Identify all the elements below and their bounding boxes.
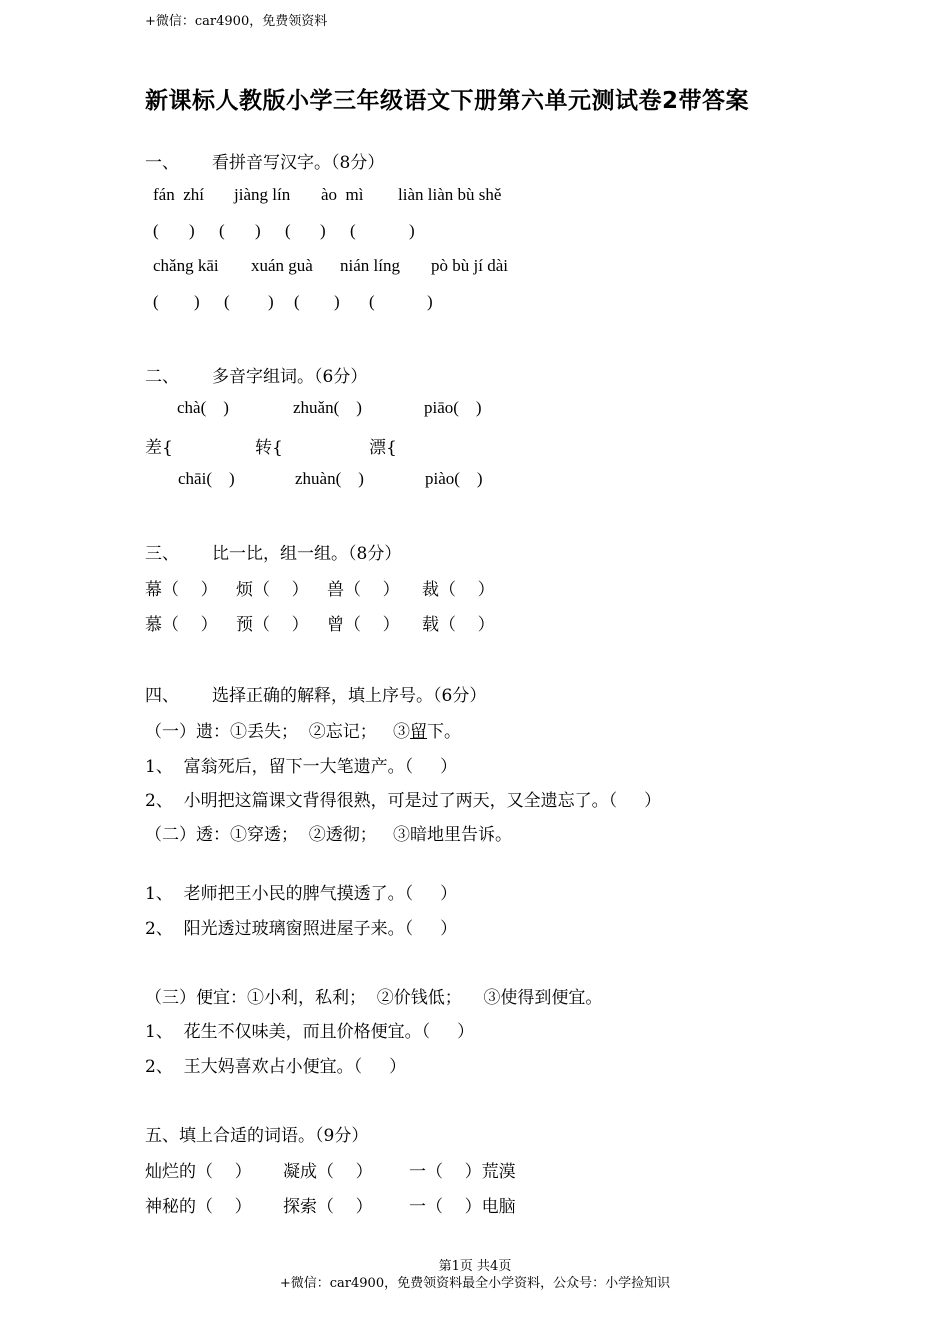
answer-bracket-close: ) (409, 221, 415, 240)
definition-part-2: （二）透：①穿透； ②透彻； ③暗地里告诉。 (145, 825, 513, 845)
answer-bracket-close: ) (189, 221, 195, 240)
answer-bracket-open: ( (285, 221, 291, 240)
polyphone-piao1: piāo( ) (424, 398, 482, 417)
answer-bracket-open: ( (350, 221, 356, 240)
polyphone-zhuan4: zhuàn( ) (295, 469, 364, 488)
section1-pinyin-4: liàn liàn bù shě (398, 185, 502, 204)
fill-item: 一（ ）荒漠 (409, 1162, 516, 1182)
section1-pinyin-7: nián líng (340, 256, 400, 275)
compare-item: 幕（ ） (145, 580, 218, 600)
answer-bracket-close: ) (334, 292, 340, 311)
compare-item: 预（ ） (236, 615, 309, 635)
polyphone-char-cha: 差{ (145, 438, 173, 458)
answer-bracket-close: ) (194, 292, 200, 311)
footer-watermark: +微信：car4900，免费领资料最全小学资料，公众号：小学捡知识 (279, 1276, 671, 1291)
section2-heading: 多音字组词。（6分） (212, 367, 368, 387)
section3-heading: 比一比，组一组。（8分） (212, 544, 402, 564)
question: 1、 富翁死后，留下一大笔遗产。（ ） (145, 757, 458, 777)
definition-part-1-underlined: 留 (410, 722, 428, 742)
section1-pinyin-1: fán zhí (153, 185, 204, 204)
definition-part-1-text: （一）遗：①丢失； ②忘记； ③ (145, 722, 411, 742)
compare-item: 载（ ） (422, 615, 495, 635)
fill-item: 凝成（ ） (283, 1162, 373, 1182)
section2-number: 二、 (145, 367, 179, 387)
answer-bracket-open: ( (294, 292, 300, 311)
section3-number: 三、 (145, 544, 179, 564)
answer-bracket-close: ) (255, 221, 261, 240)
question: 1、 老师把王小民的脾气摸透了。（ ） (145, 884, 458, 904)
section1-number: 一、 (145, 153, 179, 173)
question: 2、 阳光透过玻璃窗照进屋子来。（ ） (145, 919, 458, 939)
polyphone-zhuan3: zhuǎn( ) (293, 398, 362, 417)
polyphone-char-piao: 漂{ (369, 438, 397, 458)
section1-pinyin-8: pò bù jí dài (431, 256, 508, 275)
fill-item: 一（ ）电脑 (409, 1197, 516, 1217)
definition-part-3: （三）便宜：①小利，私利； ②价钱低； ③使得到便宜。 (145, 988, 603, 1008)
question: 2、 王大妈喜欢占小便宜。（ ） (145, 1057, 407, 1077)
definition-part-1-end: 下。 (427, 722, 462, 742)
question: 2、 小明把这篇课文背得很熟，可是过了两天，又全遗忘了。（ ） (145, 791, 662, 811)
answer-bracket-open: ( (369, 292, 375, 311)
polyphone-char-zhuan: 转{ (255, 438, 283, 458)
header-watermark: +微信：car4900，免费领资料 (145, 14, 328, 29)
polyphone-chai: chāi( ) (178, 469, 235, 488)
page-number: 第1页 共4页 (438, 1259, 512, 1274)
compare-item: 曾（ ） (327, 615, 400, 635)
section4-heading: 选择正确的解释，填上序号。（6分） (212, 686, 487, 706)
page-title: 新课标人教版小学三年级语文下册第六单元测试卷2带答案 (145, 88, 750, 114)
compare-item: 兽（ ） (327, 580, 400, 600)
answer-bracket-close: ) (268, 292, 274, 311)
section1-pinyin-2: jiàng lín (234, 185, 291, 204)
fill-item: 灿烂的（ ） (145, 1162, 252, 1182)
section1-pinyin-6: xuán guà (251, 256, 313, 275)
answer-bracket-open: ( (153, 221, 159, 240)
answer-bracket-open: ( (219, 221, 225, 240)
section1-heading: 看拼音写汉字。（8分） (212, 153, 385, 173)
section1-pinyin-3: ào mì (321, 185, 364, 204)
answer-bracket-close: ) (427, 292, 433, 311)
polyphone-piao4: piào( ) (425, 469, 483, 488)
compare-item: 烦（ ） (236, 580, 309, 600)
answer-bracket-close: ) (320, 221, 326, 240)
answer-bracket-open: ( (224, 292, 230, 311)
section4-number: 四、 (145, 686, 179, 706)
compare-item: 裁（ ） (422, 580, 495, 600)
question: 1、 花生不仅味美，而且价格便宜。（ ） (145, 1022, 475, 1042)
answer-bracket-open: ( (153, 292, 159, 311)
section1-pinyin-5: chǎng kāi (153, 256, 219, 275)
section5-heading: 五、填上合适的词语。（9分） (145, 1126, 369, 1146)
definition-part-1 (145, 717, 461, 742)
polyphone-cha: chà( ) (177, 398, 229, 417)
fill-item: 探索（ ） (283, 1197, 373, 1217)
fill-item: 神秘的（ ） (145, 1197, 252, 1217)
compare-item: 慕（ ） (145, 615, 218, 635)
